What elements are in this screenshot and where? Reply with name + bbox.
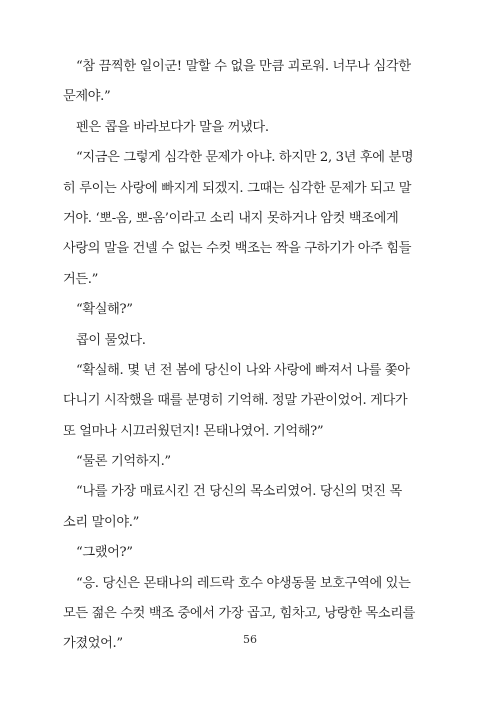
text-line: “물론 기억하지.” [76,454,171,470]
text-line: 또 얼마나 시끄러웠던지! 몬태나였어. 기억해?” [63,423,324,439]
text-line: 다니기 시작했을 때를 분명히 기억해. 정말 가관이었어. 게다가 [63,393,408,409]
text-line: 펜은 콥을 바라보다가 말을 꺼냈다. [76,119,269,135]
text-line: 가졌었어.” [63,636,123,652]
text-line: “참 끔찍한 일이군! 말할 수 없을 만큼 괴로워. 너무나 심각한 [76,59,411,74]
text-line: 모든 젊은 수컷 백조 중에서 가장 곱고, 힘차고, 낭랑한 목소리를 [63,606,415,622]
text-line: 소리 말이야.” [63,514,140,530]
text-line: 콥이 물었다. [76,332,146,348]
body-text [63,52,443,660]
text-line: “나를 가장 매료시킨 건 당신의 목소리였어. 당신의 멋진 목 [76,484,402,500]
text-line: “응. 당신은 몬태나의 레드락 호수 야생동물 보호구역에 있는 [76,575,411,591]
text-line: 문제야.” [63,89,111,105]
text-line: “확실해. 몇 년 전 봄에 당신이 나와 사랑에 빠져서 나를 쫓아 [76,362,410,378]
page-number: 56 [243,633,257,646]
text-line: 히 루이는 사랑에 빠지게 되겠지. 그때는 심각한 문제가 되고 말 [63,180,412,196]
text-line: 사랑의 말을 건넬 수 없는 수컷 백조는 짝을 구하기가 아주 힘들 [63,241,412,257]
text-line: 거야. ‘뽀-옴, 뽀-옴’이라고 소리 내지 못하거나 암컷 백조에게 [63,210,399,226]
text-line: “지금은 그렇게 심각한 문제가 아냐. 하지만 2, 3년 후에 분명 [76,150,414,166]
text-line: 거든.” [63,271,99,287]
text-line: “그랬어?” [76,545,133,561]
text-line: “확실해?” [76,302,133,318]
